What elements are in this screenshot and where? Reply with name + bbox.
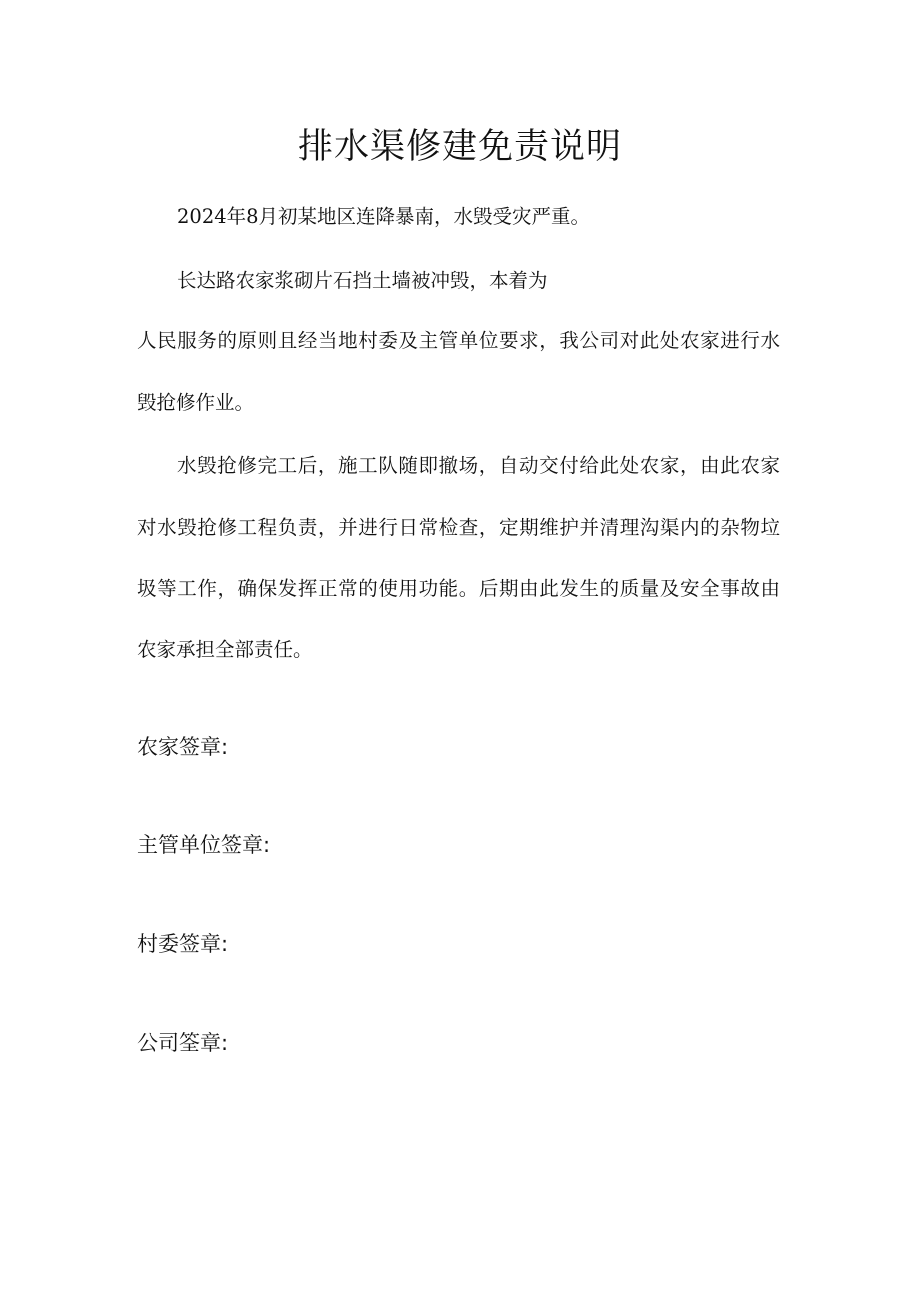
paragraph-3-line-4: 农家承担全部责任。 — [137, 638, 313, 661]
paragraph-3-line-3: 圾等工作，确保发挥正常的使用功能。后期由此发生的质量及安全事故由 — [137, 577, 780, 600]
paragraph-2-line-1: 长达路农家浆砌片石挡土墙被冲毁，本着为 — [177, 269, 548, 292]
paragraph-3-line-1: 水毁抢修完工后，施工队随即撤场，自动交付给此处农家，由此农家 — [177, 454, 780, 477]
signature-village: 村委签章: — [137, 932, 229, 956]
document-title: 排水渠修建免责说明 — [297, 127, 622, 167]
paragraph-2-line-3: 毁抢修作业。 — [137, 391, 255, 414]
paragraph-1-line-1: 2024年8月初某地区连降暴南，水毁受灾严重。 — [177, 205, 591, 228]
signature-farmer: 农家签章: — [137, 735, 229, 759]
signature-authority: 主管单位签章: — [137, 833, 271, 857]
paragraph-3-line-2: 对水毁抢修工程负责，并进行日常检查，定期维护并清理沟渠内的杂物垃 — [137, 516, 780, 539]
paragraph-2-line-2: 人民服务的原则且经当地村委及主管单位要求，我公司对此处农家进行水 — [137, 329, 780, 352]
signature-company: 公司筌章: — [137, 1031, 229, 1055]
